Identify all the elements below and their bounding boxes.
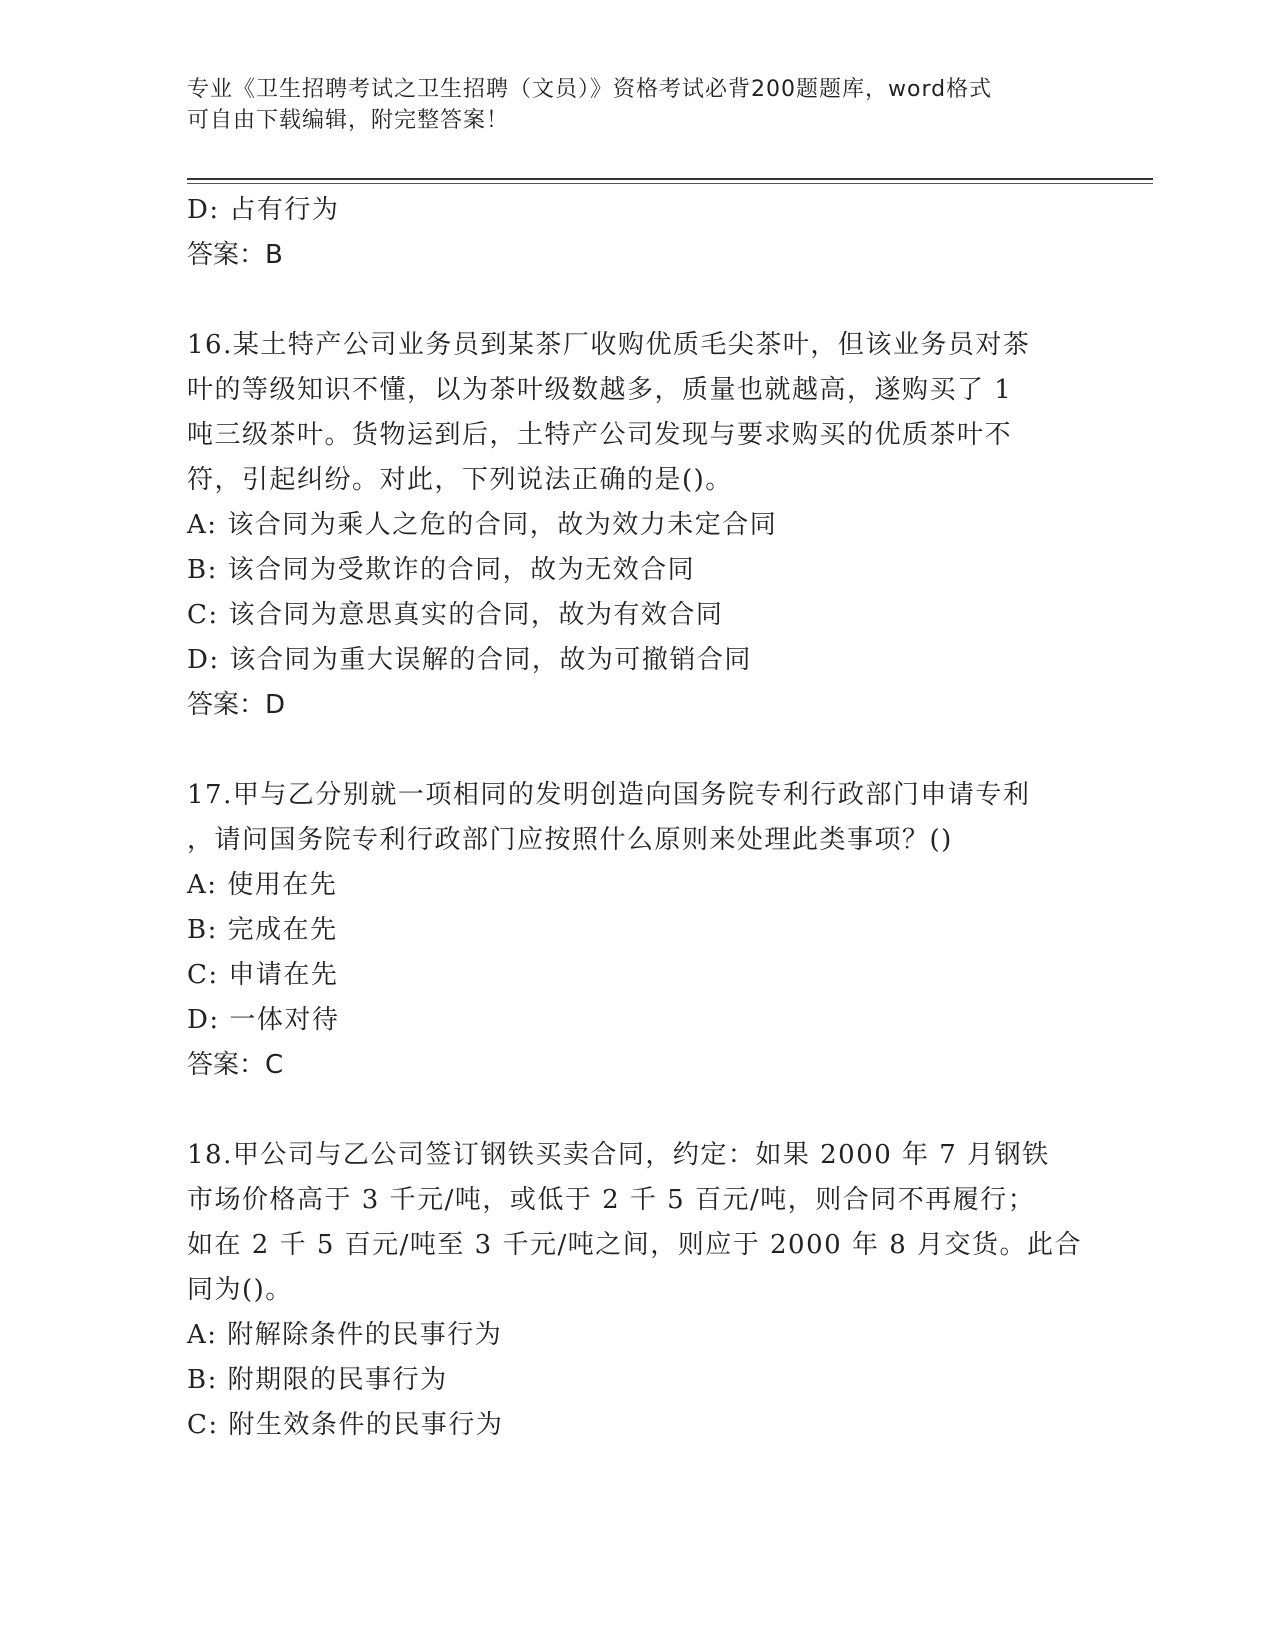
header-line-2: 可自由下载编辑，附完整答案！ — [187, 108, 510, 133]
question-16-option-d: D: 该合同为重大误解的合同，故为可撤销合同 — [187, 645, 752, 675]
question-18-text-line-3: 如在 2 千 5 百元/吨至 3 千元/吨之间，则应于 2000 年 8 月交货。此合 — [187, 1230, 1083, 1260]
question-17-option-c: C: 申请在先 — [187, 960, 339, 990]
spacer — [187, 1088, 1087, 1133]
question-17-option-d: D: 一体对待 — [187, 1005, 340, 1035]
question-16-option-a: A: 该合同为乘人之危的合同，故为效力未定合同 — [187, 510, 778, 540]
question-18-option-b: B: 附期限的民事行为 — [187, 1365, 448, 1395]
question-17 — [187, 773, 1087, 1088]
question-18-option-c: C: 附生效条件的民事行为 — [187, 1410, 504, 1440]
question-16-option-b: B: 该合同为受欺诈的合同，故为无效合同 — [187, 555, 696, 585]
document-body — [187, 188, 1087, 1448]
spacer — [187, 278, 1087, 323]
question-16-option-c: C: 该合同为意思真实的合同，故为有效合同 — [187, 600, 724, 630]
question-18-text-line-4: 同为()。 — [187, 1275, 293, 1305]
header-rule-thick — [187, 178, 1153, 180]
question-18-text-line-2: 市场价格高于 3 千元/吨，或低于 2 千 5 百元/吨，则合同不再履行； — [187, 1185, 1036, 1215]
question-17-option-b: B: 完成在先 — [187, 915, 338, 945]
prev-option-d: D: 占有行为 — [187, 195, 340, 225]
question-16-text-line-3: 吨三级茶叶。货物运到后，土特产公司发现与要求购买的优质茶叶不 — [187, 420, 1013, 450]
question-16-text-line-4: 符，引起纠纷。对此，下列说法正确的是()。 — [187, 465, 733, 495]
spacer — [187, 728, 1087, 773]
question-18-text-line-1: 18.甲公司与乙公司签订钢铁买卖合同，约定：如果 2000 年 7 月钢铁 — [187, 1140, 1050, 1170]
header-line-1: 专业《卫生招聘考试之卫生招聘（文员）》资格考试必背200题题库，word格式 — [187, 77, 993, 102]
header-rule-thin — [187, 183, 1153, 184]
question-17-text-line-1: 17.甲与乙分别就一项相同的发明创造向国务院专利行政部门申请专利 — [187, 780, 1031, 810]
question-17-option-a: A: 使用在先 — [187, 870, 338, 900]
question-16-text-line-1: 16.某土特产公司业务员到某茶厂收购优质毛尖茶叶，但该业务员对茶 — [187, 330, 1031, 360]
question-18 — [187, 1133, 1087, 1448]
question-16-text-line-2: 叶的等级知识不懂，以为茶叶级数越多，质量也就越高，遂购买了 1 — [187, 375, 1013, 405]
question-17-answer: 答案：C — [187, 1050, 284, 1080]
question-16-answer: 答案：D — [187, 690, 286, 720]
question-17-text-line-2: ，请问国务院专利行政部门应按照什么原则来处理此类事项？() — [187, 825, 953, 855]
question-18-option-a: A: 附解除条件的民事行为 — [187, 1320, 503, 1350]
question-16 — [187, 323, 1087, 728]
document-header — [187, 74, 1067, 136]
prev-answer: 答案：B — [187, 240, 283, 270]
